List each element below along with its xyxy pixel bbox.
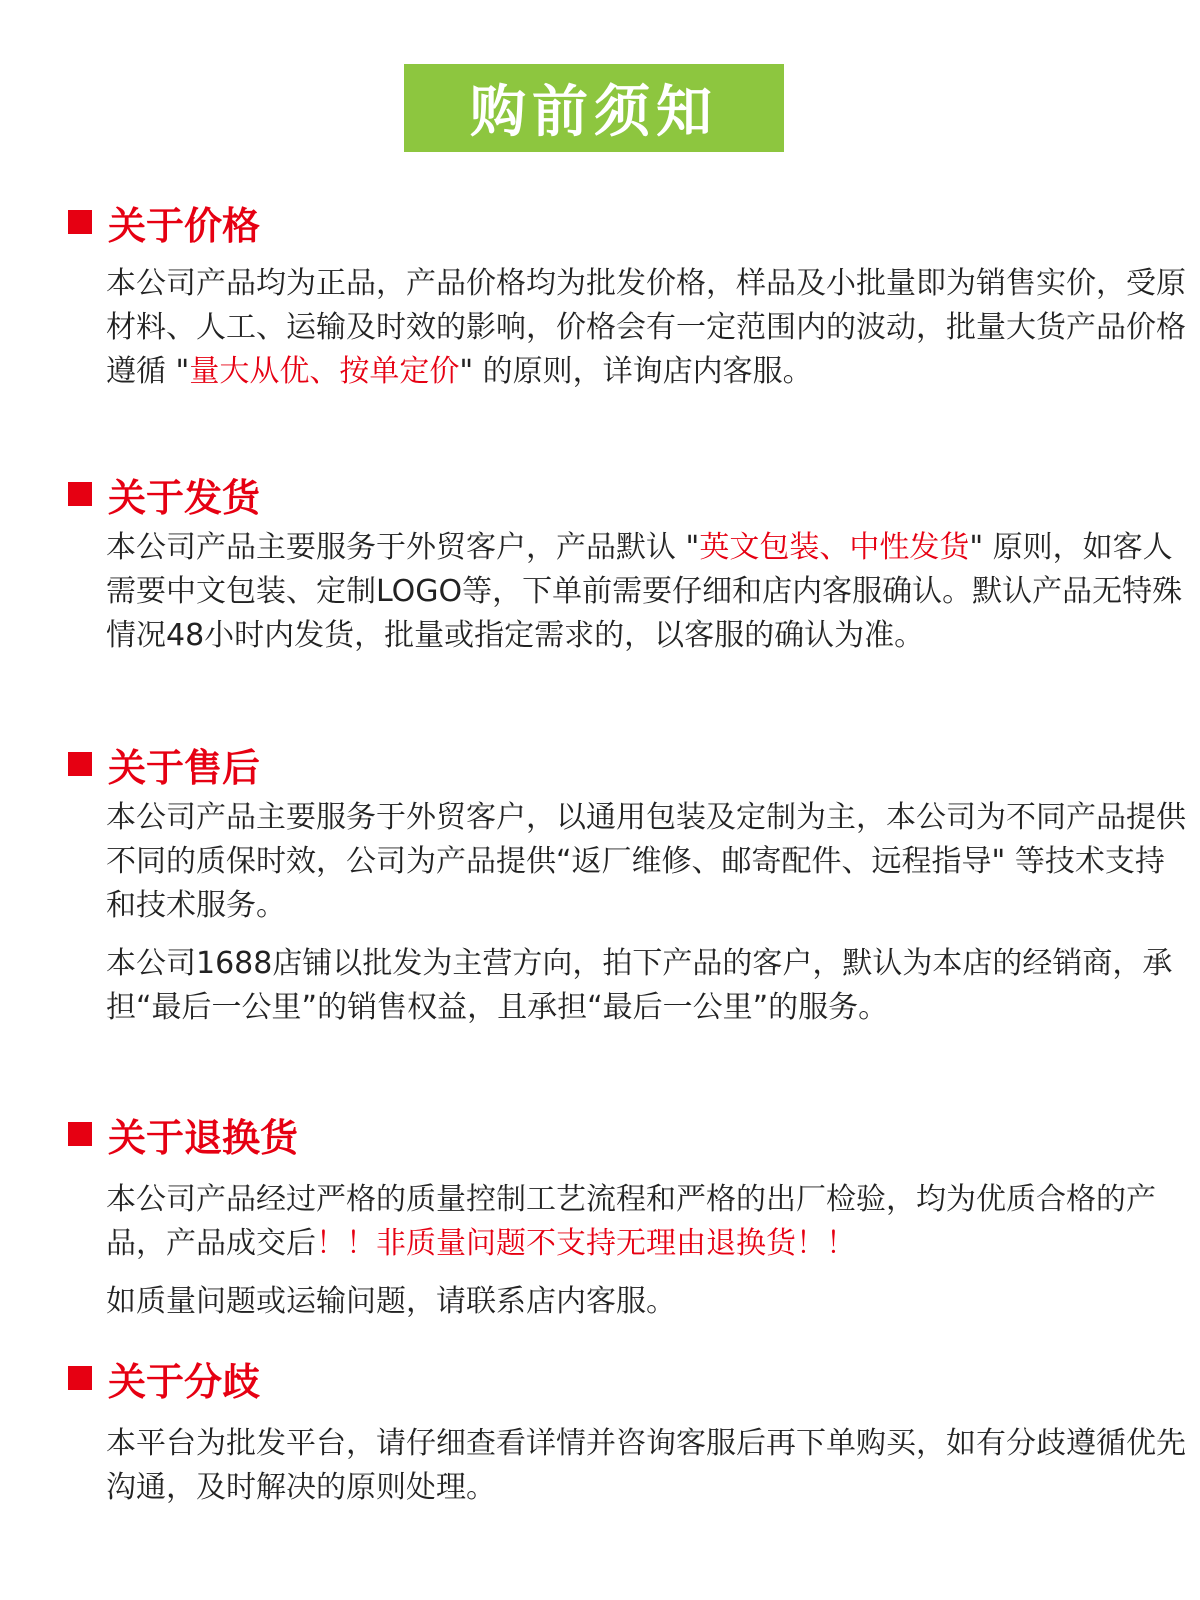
section-paragraph: [106, 526, 1186, 658]
section-heading: [68, 1108, 1128, 1160]
section-paragraph: [106, 1178, 1186, 1266]
section-heading: [68, 1352, 1128, 1404]
section-heading-label: 关于价格: [108, 203, 261, 248]
section-heading: [68, 196, 1128, 248]
section-paragraph: [106, 262, 1186, 394]
paragraph-text: 本公司1688店铺以批发为主营方向，拍下产品的客户，默认为本店的经销商，承担“最后一公里”的销售权益，且承担“最后一公里”的服务。: [106, 946, 1173, 1025]
highlight-text: ！！非质量问题不支持无理由退换货！！: [316, 1226, 856, 1261]
section-shipping: [68, 468, 1183, 658]
section-price: [68, 196, 1186, 394]
section-heading-label: 关于售后: [108, 745, 261, 790]
section-heading-label: 关于分歧: [108, 1359, 261, 1404]
red-square-bullet-icon: [68, 210, 92, 234]
paragraph-text: 本平台为批发平台，请仔细查看详情并咨询客服后再下单购买，如有分歧遵循优先沟通，及时解决的原则处理。: [106, 1426, 1186, 1505]
section-paragraph: [106, 1422, 1186, 1510]
paragraph-text: 如质量问题或运输问题，请联系店内客服。: [106, 1284, 676, 1319]
red-square-bullet-icon: [68, 752, 92, 776]
section-paragraph: [106, 942, 1186, 1030]
paragraph-text: 本公司产品主要服务于外贸客户，以通用包装及定制为主，本公司为不同产品提供不同的质保时效，公司为产品提供“返厂维修、邮寄配件、远程指导" 等技术支持和技术服务。: [106, 800, 1186, 923]
section-heading: [68, 468, 1128, 520]
highlight-text: 英文包装、中性发货: [699, 530, 970, 565]
paragraph-text: " 原则，如客人需要中文包装、定制LOGO等，下单前需要仔细和店内客服确认。默认产品无特殊情况48小时内发货，批量或指定需求的，以客服的确认为准。: [106, 530, 1183, 653]
section-heading: [68, 738, 1128, 790]
section-paragraph: [106, 1280, 1186, 1324]
section-heading-label: 关于发货: [108, 475, 261, 520]
notice-banner: [404, 64, 784, 152]
paragraph-text: 本公司产品均为正品，产品价格均为批发价格，样品及小批量即为销售实价，受原材料、人工、运输及时效的影响，价格会有一定范围内的波动，批量大货产品价格遵循 ": [106, 266, 1186, 389]
paragraph-text: 本公司产品主要服务于外贸客户，产品默认 ": [106, 530, 700, 565]
section-disputes: [68, 1352, 1186, 1510]
red-square-bullet-icon: [68, 482, 92, 506]
banner-title: 购前须知: [470, 80, 718, 145]
section-heading-label: 关于退换货: [108, 1115, 299, 1160]
section-returns: [68, 1108, 1156, 1324]
red-square-bullet-icon: [68, 1122, 92, 1146]
section-after-sales: [68, 738, 1186, 1030]
paragraph-text: 本公司产品经过严格的质量控制工艺流程和严格的出厂检验，均为优质合格的产品，产品成交后: [106, 1182, 1156, 1261]
highlight-text: 量大从优、按单定价: [189, 354, 460, 389]
red-square-bullet-icon: [68, 1366, 92, 1390]
paragraph-text: " 的原则，详询店内客服。: [459, 354, 813, 389]
section-paragraph: [106, 796, 1186, 928]
